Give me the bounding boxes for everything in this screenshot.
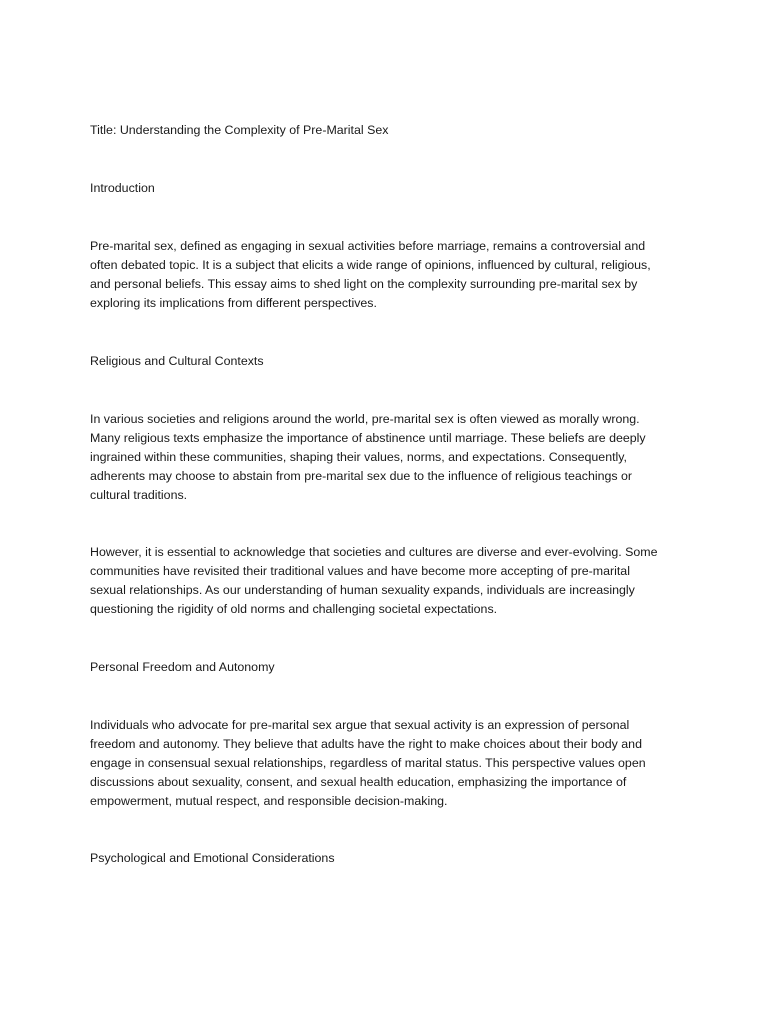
paragraph-religious-1 xyxy=(90,410,646,505)
paragraph-introduction xyxy=(90,237,651,313)
paragraph-line: sexual relationships. As our understanding of human sexuality expands, individuals are increasingly xyxy=(90,583,635,597)
paragraph-line: freedom and autonomy. They believe that adults have the right to make choices about their body and xyxy=(90,737,642,751)
paragraph-line: empowerment, mutual respect, and responsible decision-making. xyxy=(90,794,448,808)
paragraph-line: adherents may choose to abstain from pre-marital sex due to the influence of religious teachings or xyxy=(90,469,633,483)
section-heading-religious-cultural: Religious and Cultural Contexts xyxy=(90,354,264,368)
paragraph-religious-2 xyxy=(90,543,658,619)
paragraph-line: In various societies and religions around the world, pre-marital sex is often viewed as morally wrong. xyxy=(90,412,640,426)
section-heading-introduction: Introduction xyxy=(90,181,155,195)
paragraph-line: However, it is essential to acknowledge that societies and cultures are diverse and ever-evolving. Some xyxy=(90,545,658,559)
paragraph-line: and personal beliefs. This essay aims to shed light on the complexity surrounding pre-marital sex by xyxy=(90,277,638,291)
paragraph-line: engage in consensual sexual relationships, regardless of marital status. This perspective values open xyxy=(90,756,646,770)
paragraph-personal-freedom xyxy=(90,716,646,811)
paragraph-line: communities have revisited their traditional values and have become more accepting of pre-marital xyxy=(90,564,630,578)
paragraph-line: cultural traditions. xyxy=(90,488,188,502)
paragraph-line: Individuals who advocate for pre-marital sex argue that sexual activity is an expression of personal xyxy=(90,718,630,732)
paragraph-line: exploring its implications from different perspectives. xyxy=(90,296,377,310)
document-title: Title: Understanding the Complexity of Pre-Marital Sex xyxy=(90,123,389,137)
section-heading-personal-freedom: Personal Freedom and Autonomy xyxy=(90,660,275,674)
paragraph-line: questioning the rigidity of old norms and challenging societal expectations. xyxy=(90,602,498,616)
paragraph-line: often debated topic. It is a subject that elicits a wide range of opinions, influenced by cultural, religious, xyxy=(90,258,651,272)
paragraph-line: Many religious texts emphasize the importance of abstinence until marriage. These beliefs are deeply xyxy=(90,431,646,445)
paragraph-line: ingrained within these communities, shaping their values, norms, and expectations. Consequently, xyxy=(90,450,627,464)
section-heading-psychological: Psychological and Emotional Considerations xyxy=(90,851,335,865)
paragraph-line: discussions about sexuality, consent, and sexual health education, emphasizing the importance of xyxy=(90,775,627,789)
paragraph-line: Pre-marital sex, defined as engaging in sexual activities before marriage, remains a controversial and xyxy=(90,239,646,253)
